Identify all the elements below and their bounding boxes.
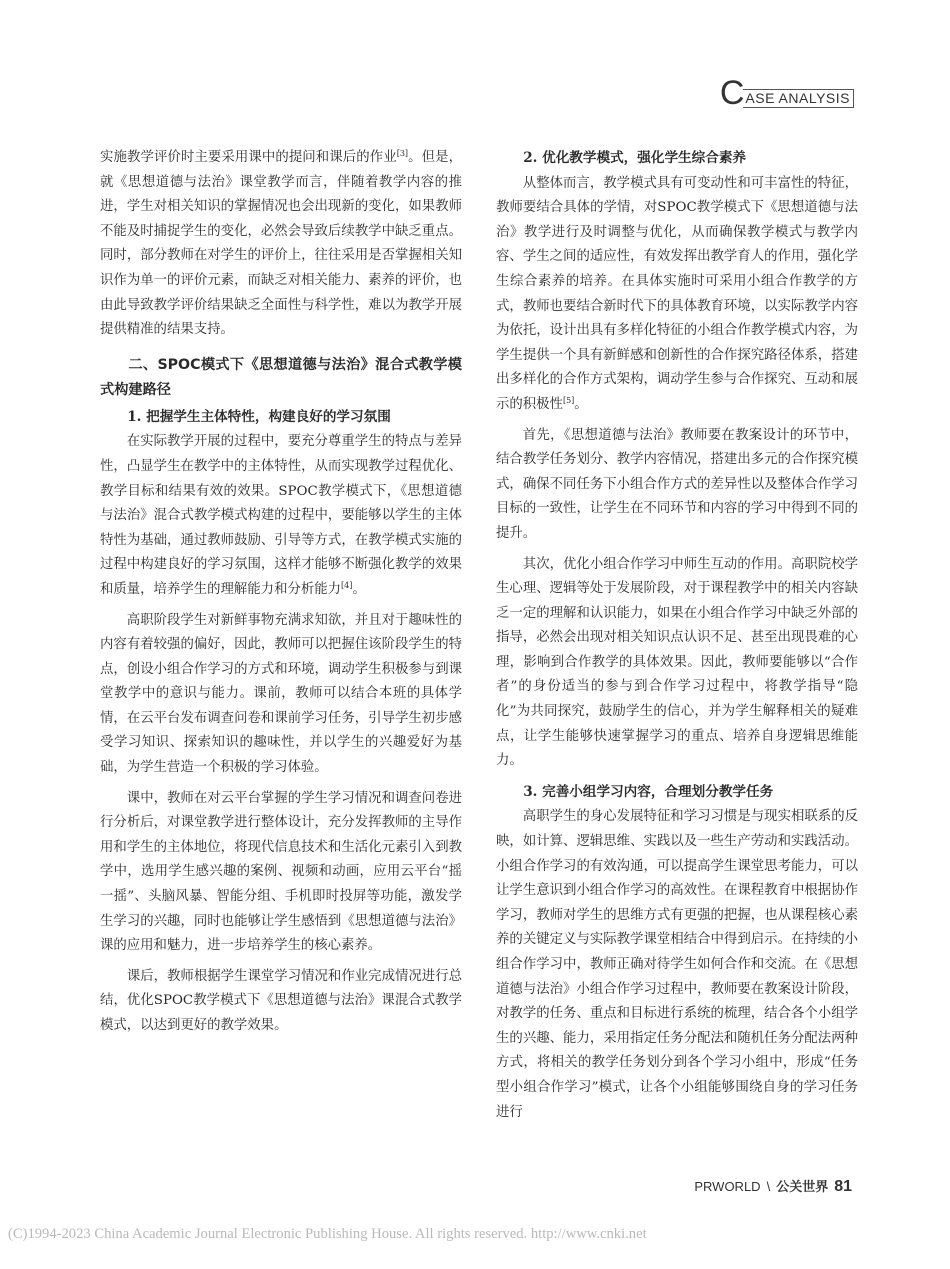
paragraph-text: 实施教学评价时主要采用课中的提问和课后的作业 (100, 150, 397, 165)
left-column (100, 146, 462, 1045)
paragraph: 课后，教师根据学生课堂学习情况和作业完成情况进行总结，优化SPOC教学模式下《思想道德与法治》课混合式教学模式，以达到更好的教学效果。 (100, 968, 462, 1033)
subsection-heading: 2. 优化教学模式，强化学生综合素养 (523, 150, 747, 166)
page-number: 81 (834, 1178, 852, 1195)
paragraph-text: 。 (574, 396, 588, 412)
section-heading: 二、SPOC模式下《思想道德与法治》混合式教学模式构建路径 (100, 356, 462, 398)
paragraph (100, 430, 462, 602)
brand-initial: C (719, 74, 745, 112)
paragraph: 高职学生的身心发展特征和学习习惯是与现实相联系的反映，如计算、逻辑思维、实践以及一些生产劳动和实践活动。小组合作学习的有效沟通，可以提高学生课堂思考能力，可以让学生意识到小组合作学习的高效性。在课程教育中根据协作学习，教师对学生的思维方式有更强的把握，也从课程核心素养的关键定义与实际教学课堂相结合中得到启示。在持续的小组合作学习中，教师正确对待学生如何合作和交流。在《思想道德与法治》小组合作学习过程中，教师要在教案设计阶段，对教学的任务、重点和目标进行系统的梳理，结合各个小组学生的兴趣、能力，采用指定任务分配法和随机任务分配法两种方式，将相关的教学任务划分到各个学习小组中，形成“任务型小组合作学习”模式，让各个小组能够围绕自身的学习任务进行 (496, 809, 858, 1120)
citation: [4] (341, 580, 353, 590)
copyright-notice: (C)1994-2023 China Academic Journal Electronic Publishing House. All rights reserved. http://www.cnki.net (8, 1226, 647, 1242)
citation: [3] (396, 149, 409, 158)
paragraph-text: 。 (352, 581, 366, 597)
subsection-heading: 3. 完善小组学习内容，合理划分教学任务 (523, 783, 774, 800)
header-brand (719, 74, 854, 112)
brand-text: ASE ANALYSIS (743, 89, 854, 108)
footer-separator: \ (766, 1179, 771, 1194)
paragraph (496, 172, 858, 418)
citation: [5] (562, 395, 575, 405)
paragraph (100, 146, 462, 343)
paragraph: 课中，教师在对云平台掌握的学生学习情况和调查问卷进行分析后，对课堂教学进行整体设计，充分发挥教师的主导作用和学生的主体地位，将现代信息技术和生活化元素引入到教学中，选用学生感兴趣的案例、视频和动画，应用云平台“摇一摇”、头脑风暴、智能分组、手机即时投屏等功能，激发学生学习的兴趣，同时也能够让学生感悟到《思想道德与法治》课的应用和魅力，进一步培养学生的核心素养。 (100, 790, 462, 954)
paragraph-text: 。但是，就《思想道德与法治》课堂教学而言，伴随着教学内容的推进，学生对相关知识的掌握情况也会出现新的变化，如果教师不能及时捕捉学生的变化，必然会导致后续教学中缺乏重点。同时，部分教师在对学生的评价上，往往采用是否掌握相关知识作为单一的评价元素，而缺乏对相关能力、素养的评价，也由此导致教学评价结果缺乏全面性与科学性，难以为教学开展提供精准的结果支持。 (100, 150, 463, 338)
paragraph: 高职阶段学生对新鲜事物充满求知欲，并且对于趣味性的内容有着较强的偏好，因此，教师可以把握住该阶段学生的特点，创设小组合作学习的方式和环境，调动学生积极参与到课堂教学中的意识与能力。课前，教师可以结合本班的具体学情，在云平台发布调查问卷和课前学习任务，引导学生初步感受学习知识、探索知识的趣味性，并以学生的兴趣爱好为基础，为学生营造一个积极的学习体验。 (100, 612, 462, 776)
footer-brand (694, 1176, 852, 1196)
right-column (496, 146, 858, 1131)
subsection-heading: 1. 把握学生主体特性，构建良好的学习氛围 (127, 408, 391, 425)
paragraph-text: 在实际教学开展的过程中，要充分尊重学生的特点与差异性，凸显学生在教学中的主体特性，从而实现教学过程优化、教学目标和结果有效的效果。SPOC教学模式下，《思想道德与法治》混合式教学模式构建的过程中，要能够以学生的主体特性为基础，通过教师鼓励、引导等方式，在教学模式实施的过程中构建良好的学习氛围，这样才能够不断强化教学的效果和质量，培养学生的理解能力和分析能力 (100, 434, 462, 597)
paragraph: 其次，优化小组合作学习中师生互动的作用。高职院校学生心理、逻辑等处于发展阶段，对于课程教学中的相关内容缺乏一定的理解和认识能力，如果在小组合作学习中缺乏外部的指导，必然会出现对相关知识点认识不足、甚至出现畏难的心理，影响到合作教学的具体效果。因此，教师要能够以“合作者”的身份适当的参与到合作学习过程中，将教学指导“隐化”为共同探究，鼓励学生的信心，并为学生解释相关的疑难点，让学生能够快速掌握学习的重点、培养自身逻辑思维能力。 (496, 556, 858, 769)
footer-brand-en: PRWORLD (694, 1179, 761, 1194)
paragraph: 首先，《思想道德与法治》教师要在教案设计的环节中，结合教学任务划分、教学内容情况，搭建出多元的合作探究模式，确保不同任务下小组合作方式的差异性以及整体合作学习目标的一致性，让学生在不同环节和内容的学习中得到不同的提升。 (496, 427, 858, 541)
paragraph-text: 从整体而言，教学模式具有可变动性和可丰富性的特征，教师要结合具体的学情，对SPOC教学模式下《思想道德与法治》教学进行及时调整与优化，从而确保教学模式与教学内容、学生之间的适应性，有效发挥出教学育人的作用，强化学生综合素养的培养。在具体实施时可采用小组合作教学的方式，教师也要结合新时代下的具体教育环境，以实际教学内容为依托，设计出具有多样化特征的小组合作教学模式内容，为学生提供一个具有新鲜感和创新性的合作探究路径体系，搭建出多样化的合作方式架构，调动学生参与合作探究、互动和展示的积极性 (496, 175, 858, 412)
footer-brand-cn: 公关世界 (776, 1179, 829, 1194)
